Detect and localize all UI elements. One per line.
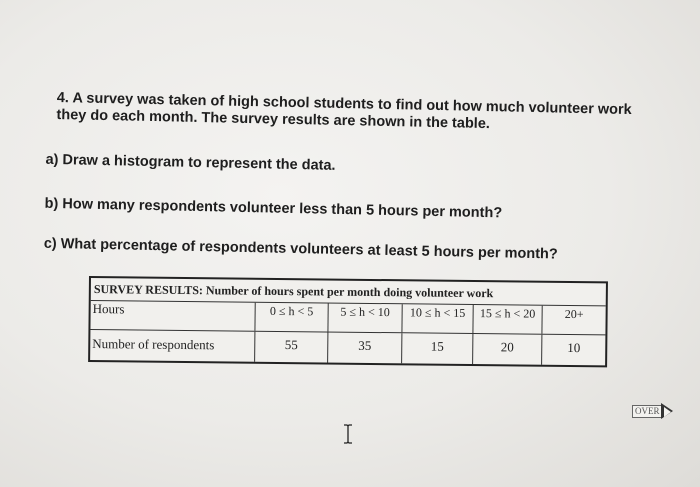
over-badge bbox=[632, 403, 673, 419]
question-main-text: 4. A survey was taken of high school students to find out how much volunteer work they do each month. The survey results are shown in the table. bbox=[56, 90, 632, 133]
survey-table bbox=[88, 276, 608, 367]
arrow-right-icon bbox=[663, 403, 673, 419]
hours-cell: 20+ bbox=[564, 306, 584, 322]
hours-cell: 10 ≤ h < 15 bbox=[402, 304, 473, 333]
respondents-cell: 55 bbox=[255, 332, 328, 363]
question-part-b: b) How many respondents volunteer less than 5 hours per month? bbox=[44, 195, 503, 222]
question-part-c: c) What percentage of respondents volunteers at least 5 hours per month? bbox=[43, 235, 558, 263]
hours-label: Hours bbox=[90, 301, 255, 331]
respondents-cell: 35 bbox=[328, 333, 402, 364]
over-label: OVER bbox=[632, 405, 663, 418]
respondents-cell: 20 bbox=[473, 334, 542, 365]
survey-table-title: SURVEY RESULTS: Number of hours spent per month doing volunteer work bbox=[91, 278, 606, 306]
question-block bbox=[43, 90, 657, 263]
hours-cell: 5 ≤ h < 10 bbox=[328, 304, 402, 333]
respondents-cell: 15 bbox=[402, 333, 473, 364]
respondents-cell: 10 bbox=[567, 340, 581, 356]
text-cursor-icon bbox=[342, 424, 354, 444]
hours-cell: 15 ≤ h < 20 bbox=[473, 305, 542, 334]
respondents-row bbox=[90, 330, 605, 365]
hours-cell: 0 ≤ h < 5 bbox=[255, 303, 328, 332]
respondents-label: Number of respondents bbox=[90, 330, 255, 362]
question-part-a: a) Draw a histogram to represent the data. bbox=[45, 151, 336, 174]
